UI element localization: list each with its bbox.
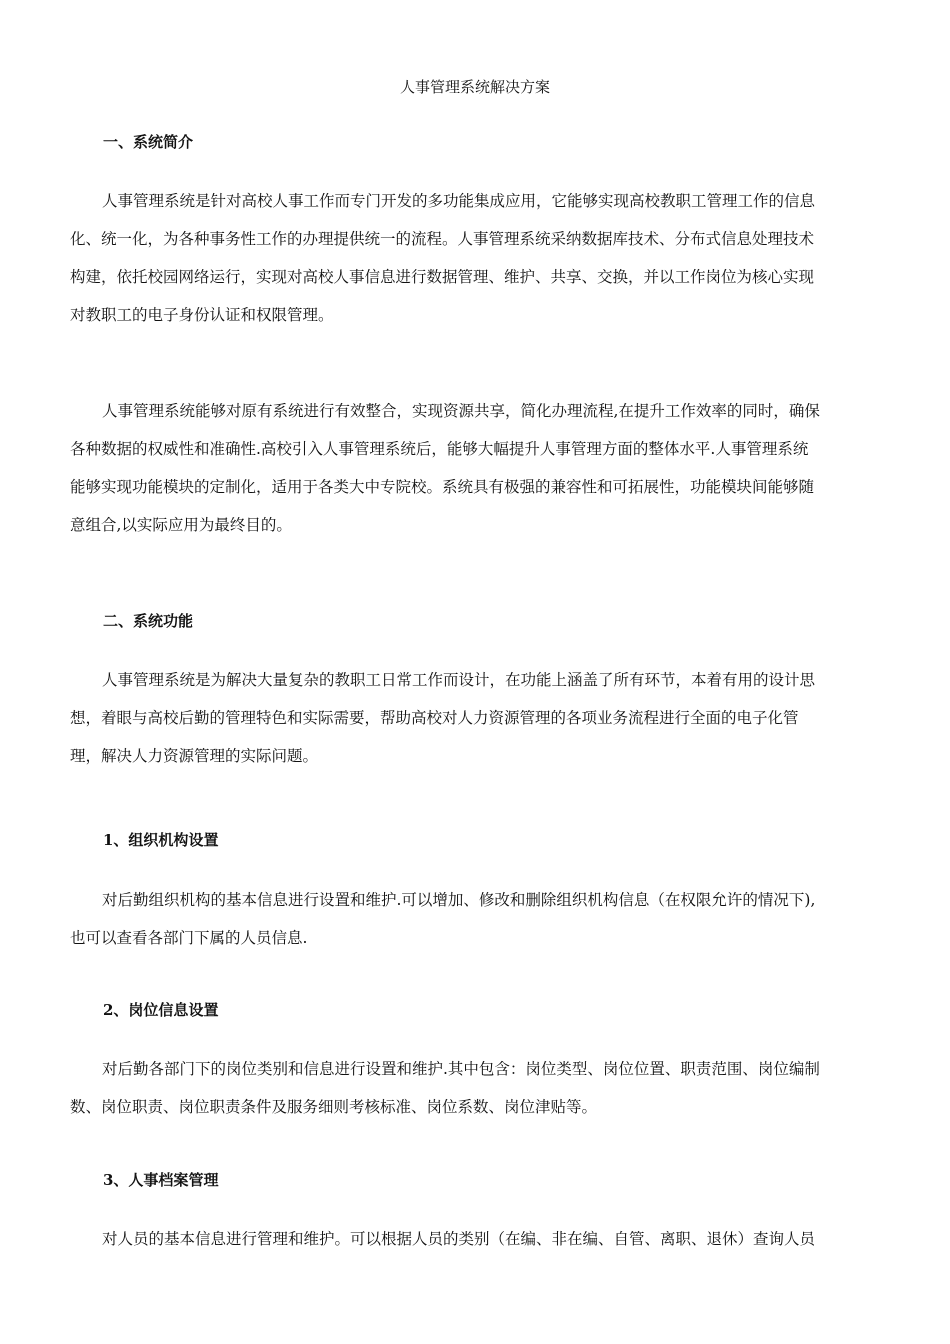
- paragraph-line: 也可以查看各部门下属的人员信息.: [70, 929, 308, 947]
- paragraph-line: 人事管理系统是为解决大量复杂的教职工日常工作而设计，在功能上涵盖了所有环节，本着有用的设计思: [102, 671, 816, 689]
- paragraph-line: 各种数据的权威性和准确性.高校引入人事管理系统后，能够大幅提升人事管理方面的整体水平.人事管理系统: [70, 440, 809, 458]
- paragraph: [70, 661, 880, 775]
- paragraph-line: 数、岗位职责、岗位职责条件及服务细则考核标准、岗位系数、岗位津贴等。: [70, 1098, 598, 1116]
- section-heading: 二、系统功能: [103, 612, 194, 630]
- document-title: 人事管理系统解决方案: [399, 78, 550, 96]
- paragraph-line: 人事管理系统是针对高校人事工作而专门开发的多功能集成应用，它能够实现高校教职工管理工作的信息: [102, 192, 816, 210]
- paragraph-line: 对后勤各部门下的岗位类别和信息进行设置和维护.其中包含：岗位类型、岗位位置、职责范围、岗位编制: [102, 1060, 820, 1078]
- paragraph-line: 意组合,以实际应用为最终目的。: [70, 516, 292, 534]
- section-heading: 一、系统简介: [103, 133, 194, 151]
- paragraph: [70, 182, 880, 334]
- paragraph-line: 理，解决人力资源管理的实际问题。: [70, 747, 319, 765]
- paragraph-line: 人事管理系统能够对原有系统进行有效整合，实现资源共享，简化办理流程,在提升工作效率的同时，确保: [102, 402, 820, 420]
- paragraph: [70, 881, 880, 957]
- paragraph-line: 想，着眼与高校后勤的管理特色和实际需要，帮助高校对人力资源管理的各项业务流程进行全面的电子化管: [70, 709, 799, 727]
- paragraph-line: 对后勤组织机构的基本信息进行设置和维护.可以增加、修改和删除组织机构信息（在权限允许的情况下),: [102, 891, 816, 909]
- subsection-heading: 2、岗位信息设置: [103, 1001, 219, 1019]
- paragraph: [70, 1050, 880, 1126]
- paragraph: [70, 1220, 880, 1258]
- subsection-heading: 1、组织机构设置: [103, 831, 219, 849]
- paragraph-line: 能够实现功能模块的定制化，适用于各类大中专院校。系统具有极强的兼容性和可拓展性，功能模块间能够随: [70, 478, 815, 496]
- paragraph-line: 化、统一化，为各种事务性工作的办理提供统一的流程。人事管理系统采纳数据库技术、分布式信息处理技术: [70, 230, 815, 248]
- subsection-heading: 3、人事档案管理: [103, 1171, 219, 1189]
- paragraph-line: 对人员的基本信息进行管理和维护。可以根据人员的类别（在编、非在编、自管、离职、退休）查询人员: [102, 1230, 816, 1248]
- paragraph-line: 对教职工的电子身份认证和权限管理。: [70, 306, 334, 324]
- paragraph: [70, 392, 880, 544]
- paragraph-line: 构建，依托校园网络运行，实现对高校人事信息进行数据管理、维护、共享、交换，并以工作岗位为核心实现: [70, 268, 815, 286]
